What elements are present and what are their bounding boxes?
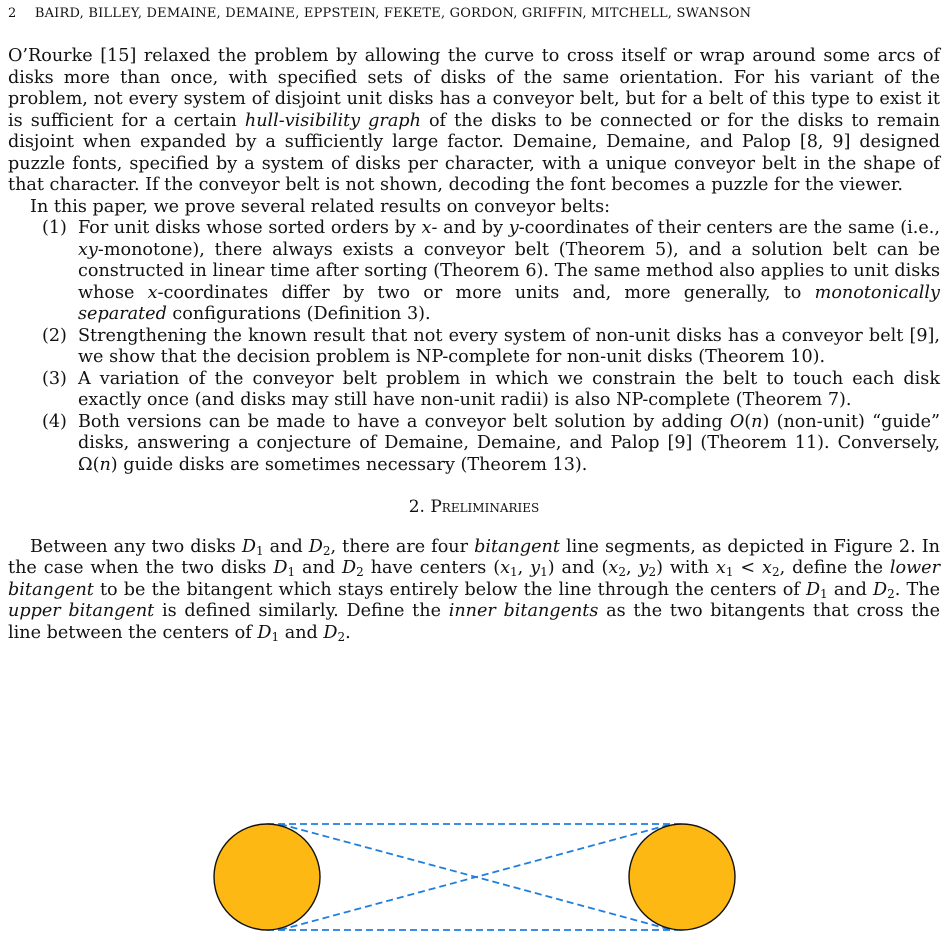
math-var: x (147, 282, 158, 303)
list-item (8, 326, 940, 369)
math-sub: 2 (337, 629, 346, 644)
text-run: ( (744, 411, 752, 432)
text-run: For unit disks whose sorted orders by (78, 218, 422, 238)
math-var: D (342, 558, 357, 578)
text-run: ) and ( (547, 558, 609, 578)
math-sub: 2 (322, 543, 331, 558)
body-text (8, 46, 940, 644)
text-run: is defined similarly. Define the (154, 601, 449, 621)
text-run: . (345, 622, 351, 643)
math-sub: 2 (887, 586, 895, 601)
math-sub: 1 (271, 629, 280, 644)
math-var: x (715, 558, 726, 578)
math-sub: 1 (510, 565, 518, 579)
paragraph-bitangents (8, 537, 940, 645)
math-var: D (805, 579, 821, 600)
text-run: to be the bitangent which stays entirely below the line through the centers of (93, 579, 806, 600)
text-run: Strengthening the known result that not every system of non-unit disks has a conveyor belt [9], we show that the decision problem is NP-complete for non-unit disks (Theorem 10). (78, 325, 940, 367)
math-var: D (323, 622, 338, 643)
math-sub: 1 (820, 586, 828, 601)
math-sub: 1 (540, 565, 548, 579)
term-hull-visibility-graph: hull-visibility graph (244, 110, 421, 131)
text-run: , (517, 558, 531, 578)
text-run: -coordinates differ by two or more units and, more generally, to (157, 282, 815, 303)
math-var: x (421, 218, 432, 238)
section-number: 2. (408, 497, 425, 517)
math-sub: 1 (287, 565, 296, 579)
section-heading (8, 497, 940, 519)
term-inner-bitangents: inner bitangents (448, 601, 599, 621)
text-run: -coordinates of their centers are the same (i.e., (518, 218, 940, 238)
math-var: D (257, 622, 272, 643)
text-run: ) guide disks are sometimes necessary (Theorem 13). (110, 454, 588, 475)
term-lower-bitangent: lower bitangent (8, 558, 941, 600)
math-var: n (751, 411, 763, 432)
math-sub: 1 (255, 543, 264, 558)
results-list (8, 218, 940, 476)
text-run: and (279, 622, 324, 643)
paragraph-orourke (8, 46, 940, 197)
list-item (8, 412, 940, 477)
text-run: - and by (431, 218, 509, 238)
text-run: as the two bitangents that cross the line between the centers of (8, 601, 941, 643)
text-run: Between any two disks (30, 536, 242, 557)
math-var: D (308, 536, 323, 557)
text-run: have centers ( (363, 558, 501, 578)
text-run: and (263, 536, 309, 557)
list-number: (1) (42, 218, 67, 238)
list-number: (3) (42, 368, 67, 389)
math-var: O (729, 411, 745, 432)
text-run: O’Rourke [15] relaxed the problem by allowing the curve to cross itself or wrap around some arcs of disks more than once, with specified sets of disks of the same orientation. For his variant of the problem, not every system of disjoint unit disks has a conveyor belt, but for a belt of this type to exist it is sufficient for a certain (8, 46, 940, 131)
math-var: x (500, 558, 511, 578)
author-list: BAIRD, BILLEY, DEMAINE, DEMAINE, EPPSTEIN, FEKETE, GORDON, GRIFFIN, MITCHELL, SWANSON (34, 6, 752, 21)
math-var: y (638, 558, 649, 578)
paragraph-intro-results: In this paper, we prove several related results on conveyor belts: (30, 196, 611, 217)
text-run: , define the (779, 558, 890, 578)
text-run: of the disks to be connected or for the disks to remain disjoint when expanded by a sufficiently large factor. Demaine, Demaine, and Palop [8, 9] designed puzzle fonts, specified by a system of disks per character, with a unique conveyor belt in the shape of that character. If the conveyor belt is not shown, decoding the font becomes a puzzle for the viewer. (8, 110, 940, 195)
text-run: -monotone), there always exists a conveyor belt (Theorem 5), and a solution belt can be constructed in linear time after sorting (Theorem 6). The same method also applies to unit disks whose (78, 239, 940, 303)
math-var: x (608, 558, 619, 578)
running-header (8, 6, 751, 21)
text-run: A variation of the conveyor belt problem in which we constrain the belt to touch each disk exactly once (and disks may still have non-unit radii) is also NP-complete (Theorem 7). (78, 368, 940, 410)
text-run: . The (894, 579, 940, 600)
text-run: line segments, as depicted in Figure 2. In the case when the two disks (8, 536, 940, 578)
list-number: (2) (42, 325, 67, 346)
math-var: n (99, 454, 111, 475)
math-sub: 2 (356, 565, 364, 579)
math-var: D (873, 579, 888, 600)
term-monotonically-separated: monotonically separated (78, 282, 940, 324)
math-sub: 2 (771, 565, 780, 579)
text-run: configurations (Definition 3). (166, 304, 431, 324)
math-var: xy (78, 239, 98, 260)
math-sub: 1 (725, 565, 734, 579)
math-sub: 2 (648, 565, 657, 579)
section-title: Preliminaries (430, 497, 540, 517)
list-item (8, 218, 940, 326)
text-run: ) with (656, 558, 716, 578)
list-item (8, 369, 940, 412)
math-var: D (241, 536, 256, 557)
text-run: Both versions can be made to have a conveyor belt solution by adding (78, 411, 730, 432)
text-run: , there are four (330, 536, 475, 557)
math-var: x (762, 558, 772, 578)
term-bitangent: bitangent (474, 536, 560, 557)
text-run: ) (non-unit) “guide” disks, answering a conjecture of Demaine, Demaine, and Palop [9] (Theorem 11). Conversely, Ω( (78, 411, 940, 475)
text-run: and (827, 579, 874, 600)
bitangent-figure (0, 812, 948, 935)
text-run: , (625, 558, 639, 578)
math-sub: 2 (618, 565, 626, 579)
page-number: 2 (8, 6, 17, 21)
term-upper-bitangent: upper bitangent (8, 601, 155, 621)
math-var: y (508, 218, 519, 238)
text-run: and (295, 558, 343, 578)
disk-d2 (629, 824, 735, 930)
math-var: D (273, 558, 288, 578)
list-number: (4) (42, 411, 67, 432)
text-run: < (733, 558, 763, 578)
math-var: y (530, 558, 541, 578)
disk-d1 (214, 824, 320, 930)
